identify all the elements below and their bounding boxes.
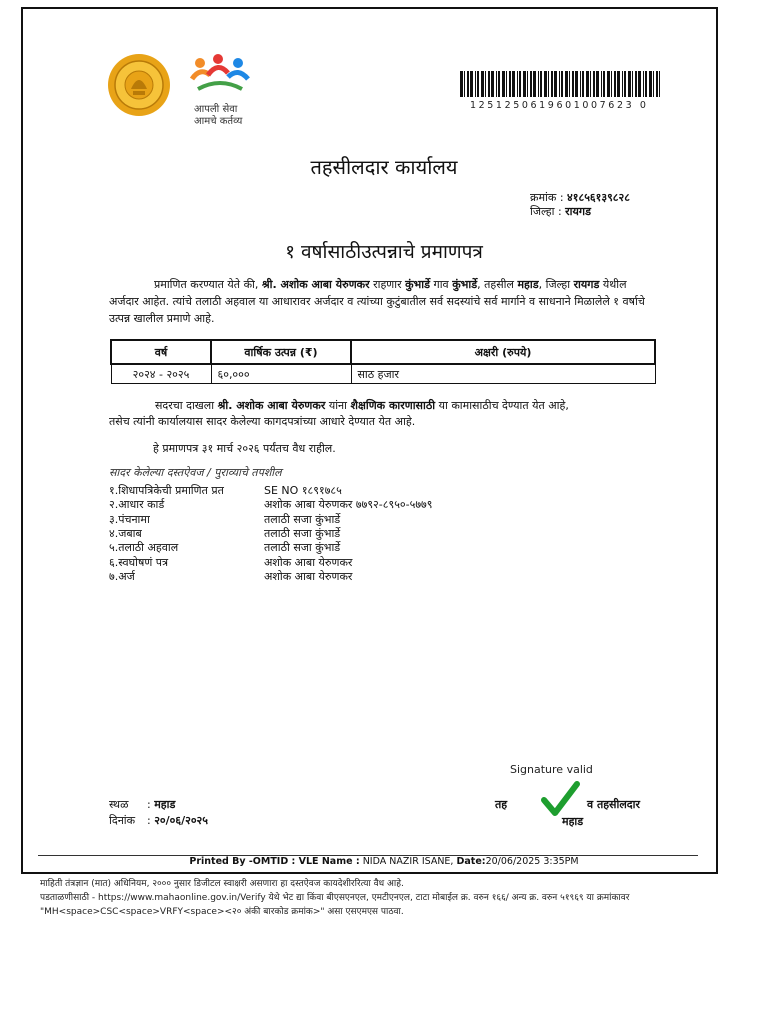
- statement-text: सदरचा दाखला: [155, 399, 215, 412]
- document-label: ४.जबाब: [109, 526, 142, 540]
- district-label: जिल्हा :: [530, 205, 562, 218]
- document-label: १.शिधापत्रिकेची प्रमाणित प्रत: [109, 484, 224, 497]
- purpose: शैक्षणिक कारणासाठी: [350, 399, 436, 412]
- barcode-bar: [607, 71, 610, 97]
- document-value: अशोक आबा येरुणकर: [264, 569, 353, 583]
- barcode-number: 1251250619601007623 0: [470, 100, 649, 111]
- documents-heading: सादर केलेल्या दस्तऐवज / पुराव्याचे तपशील: [109, 466, 282, 479]
- designation: व तहसीलदार: [587, 798, 640, 811]
- logo-tagline: [194, 104, 242, 128]
- document-value: तलाठी सजा कुंभार्डे: [264, 526, 341, 540]
- income-table: [110, 339, 656, 384]
- table-header: वार्षिक उत्पन्न (₹): [211, 340, 351, 364]
- table-cell: २०२४ - २०२५: [111, 364, 211, 384]
- footer-line2: पडताळणीसाठी - https://www.mahaonline.gov.in/Verify येथे भेट द्या किंवा बीएसएनएल, एमटीएनएल, टाटा मोबाईल क्र. वरुन १६६/ अन्य क्र. वरुन ५१९६९ या क्रमांकावर: [40, 893, 630, 903]
- barcode-bar: [603, 71, 605, 97]
- barcode-bar: [643, 71, 644, 97]
- district-name: रायगड: [573, 278, 600, 291]
- table-header-row: [111, 340, 655, 364]
- body-text: राहणार: [373, 278, 402, 291]
- barcode-bar: [519, 71, 521, 97]
- barcode-bar: [554, 71, 557, 97]
- document-label: ६.स्वघोषणं पत्र: [109, 555, 169, 569]
- barcode-bar: [622, 71, 623, 97]
- date-value: २०/०६/२०२५: [154, 814, 208, 827]
- place-date: स्थळ : महाड दिनांक : २०/०६/२०२५: [109, 798, 208, 827]
- barcode-bar: [575, 71, 578, 97]
- barcode-bar: [467, 71, 469, 97]
- vle-name: NIDA NAZIR ISANE,: [362, 856, 454, 867]
- barcode-bar: [523, 71, 526, 97]
- barcode-bar: [551, 71, 553, 97]
- barcode-bar: [540, 71, 542, 97]
- number-value: ४१८५६१३९८२८: [567, 191, 630, 204]
- barcode-bar: [517, 71, 518, 97]
- maharashtra-seal-icon: [107, 53, 171, 117]
- barcode-bar: [470, 71, 473, 97]
- taluka-name: महाड: [517, 278, 539, 291]
- signature-valid-label: Signature valid: [510, 763, 593, 776]
- certificate-body: [109, 276, 659, 327]
- document-label: ३.पंचनामा: [109, 512, 150, 526]
- statement-line1: [155, 398, 569, 413]
- village-name: कुंभार्डे: [405, 278, 431, 291]
- barcode-bar: [475, 71, 476, 97]
- document-value: तलाठी सजा कुंभार्डे: [264, 541, 341, 555]
- barcode-bar: [485, 71, 486, 97]
- aaple-seva-logo-icon: [188, 49, 252, 109]
- village-name: कुंभार्डे: [452, 278, 478, 291]
- district-value: रायगड: [565, 205, 591, 218]
- barcode-bar: [580, 71, 581, 97]
- barcode-bar: [561, 71, 563, 97]
- designation-place: महाड: [562, 815, 584, 828]
- office-title: तहसीलदार कार्यालय: [310, 155, 458, 179]
- footer-line3: "MH<space>CSC<space>VRFY<space><२० अंकी बारकोड क्रमांक>" असा एसएमएस पाठवा.: [40, 907, 404, 917]
- document-label: ७.अर्ज: [109, 569, 135, 583]
- list-item: [109, 541, 340, 555]
- footer-line1: माहिती तंत्रज्ञान (मात) अधिनियम, २००० नुसार डिजीटल स्वाक्षरी असणारा हा दस्तऐवज कायदेशीररित्या वैध आहे.: [40, 879, 404, 889]
- list-item: [109, 556, 352, 570]
- table-cell: ६०,०००: [211, 364, 351, 384]
- barcode-bar: [460, 71, 463, 97]
- document-value: अशोक आबा येरुणकर: [264, 555, 353, 569]
- statement-line2: तसेच त्यांनी कार्यालयास सादर केलेल्या कागदपत्रांच्या आधारे देण्यात येत आहे.: [109, 415, 416, 428]
- barcode-bar: [611, 71, 612, 97]
- barcode: [460, 71, 660, 97]
- table-row: [111, 364, 655, 384]
- list-item: [109, 527, 340, 541]
- place-value: महाड: [154, 798, 176, 811]
- list-item: [109, 484, 342, 498]
- footer-note: [40, 877, 760, 919]
- applicant-name: श्री. अशोक आबा येरुणकर: [217, 399, 326, 412]
- document-value: तलाठी सजा कुंभार्डे: [264, 512, 341, 526]
- body-text: , तहसील: [477, 278, 514, 291]
- barcode-bar: [538, 71, 539, 97]
- barcode-bar: [624, 71, 626, 97]
- printed-date-label: Date:: [456, 856, 486, 867]
- barcode-bar: [488, 71, 490, 97]
- statement-text: या कामासाठीच देण्यात येत आहे,: [438, 399, 569, 412]
- barcode-bar: [559, 71, 560, 97]
- barcode-bar: [530, 71, 532, 97]
- document-value: अशोक आबा येरुणकर ७७९२-८९५०-५७७९: [264, 498, 433, 512]
- barcode-bar: [477, 71, 479, 97]
- body-text: , जिल्हा: [538, 278, 571, 291]
- barcode-bar: [569, 71, 570, 97]
- certificate-meta: [530, 191, 630, 219]
- place-label: स्थळ: [109, 798, 129, 811]
- barcode-bar: [653, 71, 654, 97]
- barcode-bar: [635, 71, 637, 97]
- validity-statement: हे प्रमाणपत्र ३१ मार्च २०२६ पर्यंतच वैध राहील.: [153, 442, 336, 455]
- statement-text: यांना: [328, 399, 348, 412]
- barcode-bar: [544, 71, 547, 97]
- barcode-bar: [509, 71, 511, 97]
- barcode-bar: [590, 71, 591, 97]
- barcode-bar: [512, 71, 515, 97]
- barcode-bar: [659, 71, 660, 97]
- printed-date: 20/06/2025 3:35PM: [485, 856, 579, 867]
- barcode-bar: [617, 71, 620, 97]
- barcode-bar: [614, 71, 616, 97]
- certificate-border: [21, 7, 718, 874]
- barcode-bar: [565, 71, 568, 97]
- body-text: प्रमाणित करण्यात येते की,: [154, 278, 259, 291]
- list-item: [109, 570, 352, 584]
- body-text: येथील अर्जदार आहेत. त्यांचे तलाठी अहवाल या आधारावर अर्जदार व त्यांच्या कुटुंबातील सर्व सदस्यांचे सर्व मार्गाने व साधनाने मिळालेले १ वर्षाचे उत्पन्न खालील प्रमाणे आहे.: [109, 278, 645, 325]
- barcode-bar: [601, 71, 602, 97]
- table-cell: साठ हजार: [351, 364, 655, 384]
- printed-by: [0, 856, 768, 867]
- barcode-bar: [527, 71, 528, 97]
- tagline-line1: आपली सेवा: [194, 104, 238, 115]
- body-text: गाव: [433, 278, 449, 291]
- barcode-bar: [464, 71, 465, 97]
- tagline-line2: आमचे कर्तव्य: [194, 116, 243, 127]
- list-item: [109, 498, 432, 512]
- barcode-bar: [572, 71, 574, 97]
- barcode-bar: [491, 71, 494, 97]
- printed-by-prefix: Printed By -OMTID : VLE Name :: [189, 856, 360, 867]
- number-label: क्रमांक :: [530, 191, 564, 204]
- list-item: [109, 513, 340, 527]
- barcode-bar: [586, 71, 589, 97]
- table-header: वर्ष: [111, 340, 211, 364]
- barcode-bar: [656, 71, 658, 97]
- barcode-bar: [496, 71, 497, 97]
- barcode-bar: [582, 71, 584, 97]
- barcode-bar: [596, 71, 599, 97]
- document-label: ५.तलाठी अहवाल: [109, 541, 179, 555]
- barcode-bar: [632, 71, 633, 97]
- date-label: दिनांक: [109, 814, 136, 827]
- barcode-bar: [649, 71, 652, 97]
- designation-prefix: तह: [495, 798, 508, 811]
- applicant-name: श्री. अशोक आबा येरुणकर: [261, 278, 370, 291]
- barcode-bar: [533, 71, 536, 97]
- table-header: अक्षरी (रुपये): [351, 340, 655, 364]
- barcode-bar: [548, 71, 549, 97]
- barcode-bar: [593, 71, 595, 97]
- document-label: २.आधार कार्ड: [109, 498, 165, 512]
- barcode-bar: [506, 71, 507, 97]
- barcode-bar: [645, 71, 647, 97]
- barcode-bar: [498, 71, 500, 97]
- certificate-title: १ वर्षासाठीउत्पन्नाचे प्रमाणपत्र: [285, 241, 483, 263]
- document-value: SE NO १८९१७८५: [264, 484, 342, 497]
- barcode-bar: [481, 71, 484, 97]
- barcode-bar: [628, 71, 631, 97]
- barcode-bar: [638, 71, 641, 97]
- barcode-bar: [502, 71, 505, 97]
